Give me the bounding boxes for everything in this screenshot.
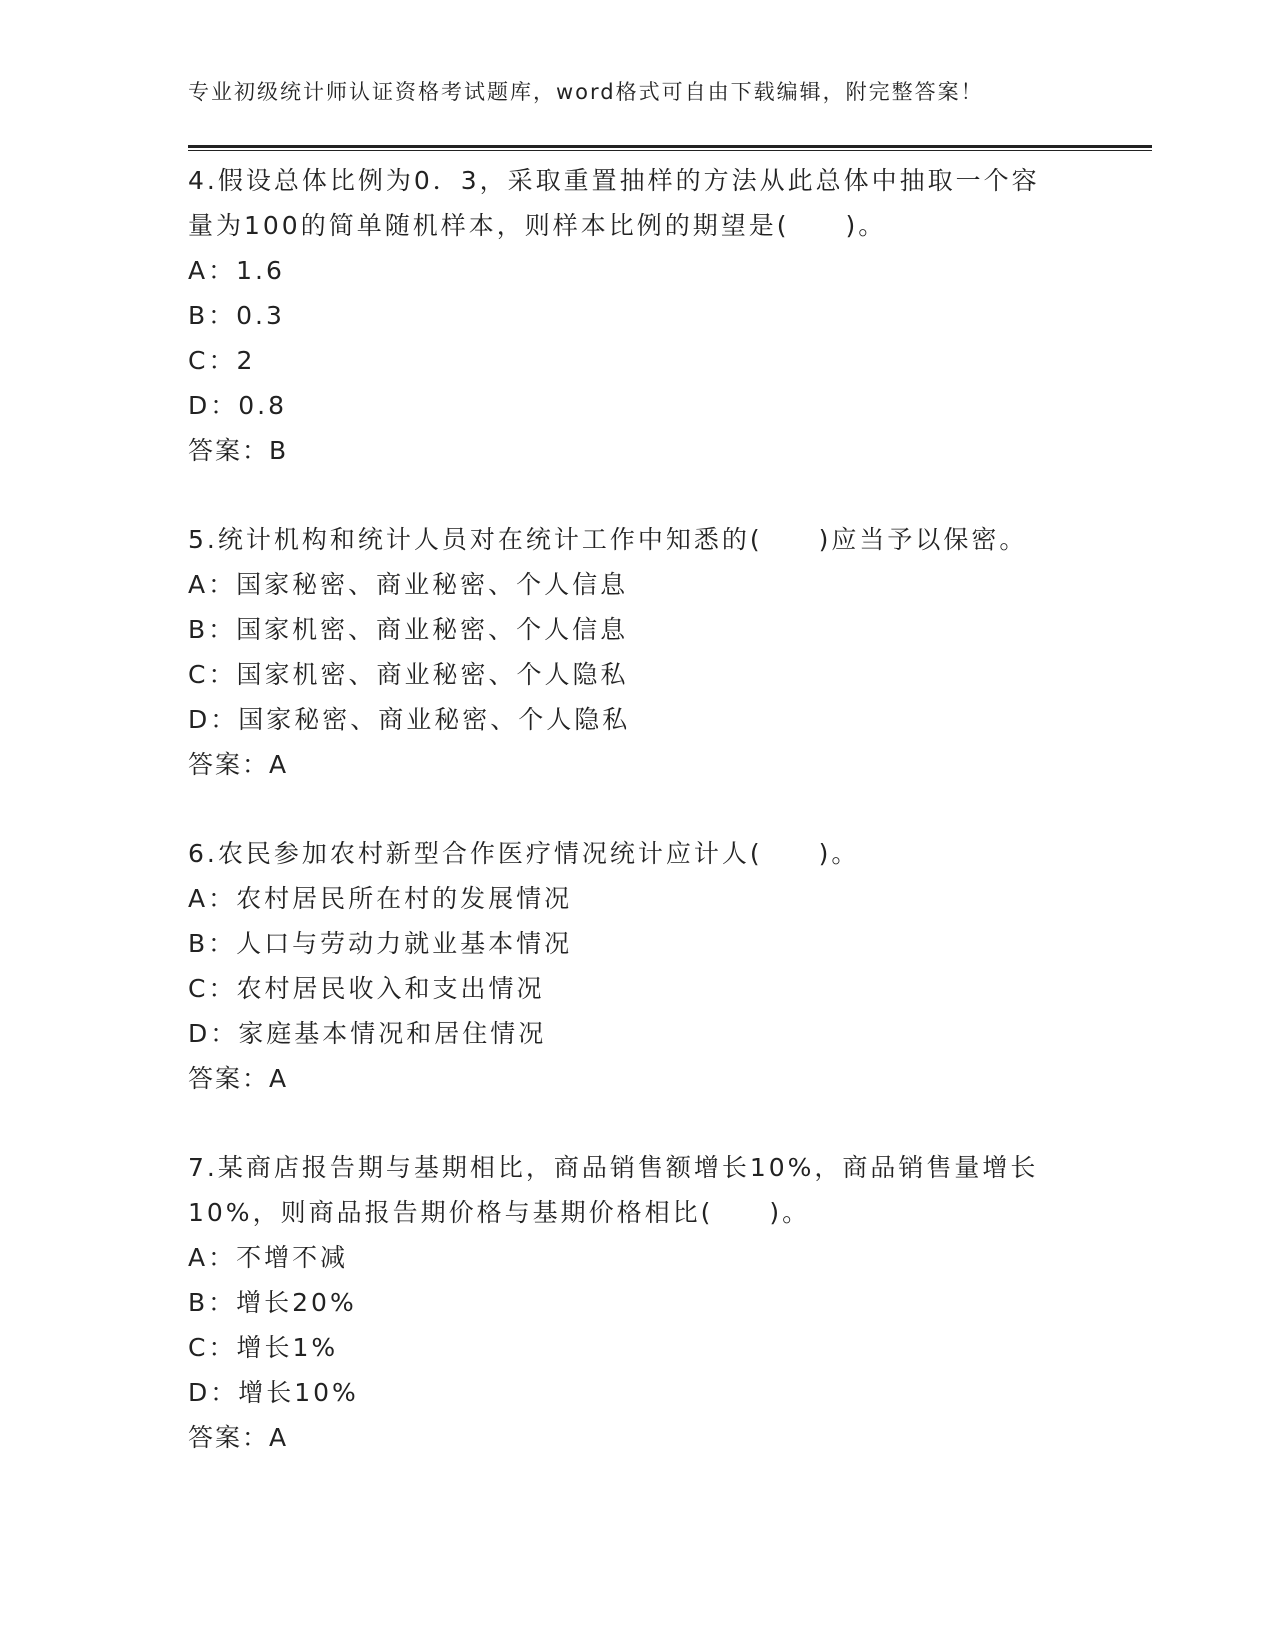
question-5 — [188, 517, 1088, 787]
page-header-text: 专业初级统计师认证资格考试题库，word格式可自由下载编辑，附完整答案！ — [188, 80, 984, 104]
option-a: A：不增不减 — [188, 1243, 349, 1272]
question-list — [188, 158, 1088, 1504]
option-d: D：增长10% — [188, 1378, 359, 1407]
option-b: B：国家机密、商业秘密、个人信息 — [188, 615, 629, 644]
question-stem-line: 5.统计机构和统计人员对在统计工作中知悉的( )应当予以保密。 — [188, 525, 1028, 554]
option-b: B：人口与劳动力就业基本情况 — [188, 929, 573, 958]
question-stem-line: 4.假设总体比例为0．3，采取重置抽样的方法从此总体中抽取一个容 — [188, 166, 1040, 195]
answer-line: 答案：A — [188, 1423, 289, 1452]
question-stem-line: 6.农民参加农村新型合作医疗情况统计应计人( )。 — [188, 839, 860, 868]
option-c: C：国家机密、商业秘密、个人隐私 — [188, 660, 629, 689]
question-stem-line: 10%，则商品报告期价格与基期价格相比( )。 — [188, 1198, 811, 1227]
option-c: C：农村居民收入和支出情况 — [188, 974, 545, 1003]
question-7 — [188, 1145, 1088, 1460]
option-a: A：1.6 — [188, 256, 285, 285]
option-b: B：0.3 — [188, 301, 285, 330]
question-4 — [188, 158, 1088, 473]
option-d: D：家庭基本情况和居住情况 — [188, 1019, 547, 1048]
question-stem-line: 7.某商店报告期与基期相比，商品销售额增长10%，商品销售量增长 — [188, 1153, 1039, 1182]
header-divider-thick — [188, 145, 1152, 148]
option-a: A：农村居民所在村的发展情况 — [188, 884, 573, 913]
option-c: C：2 — [188, 346, 256, 375]
answer-line: 答案：A — [188, 1064, 289, 1093]
option-b: B：增长20% — [188, 1288, 357, 1317]
option-c: C：增长1% — [188, 1333, 339, 1362]
answer-line: 答案：B — [188, 436, 289, 465]
header-divider-thin — [188, 150, 1152, 151]
answer-line: 答案：A — [188, 750, 289, 779]
option-a: A：国家秘密、商业秘密、个人信息 — [188, 570, 629, 599]
question-stem-line: 量为100的简单随机样本，则样本比例的期望是( )。 — [188, 211, 887, 240]
option-d: D：国家秘密、商业秘密、个人隐私 — [188, 705, 631, 734]
option-d: D：0.8 — [188, 391, 288, 420]
question-6 — [188, 831, 1088, 1101]
